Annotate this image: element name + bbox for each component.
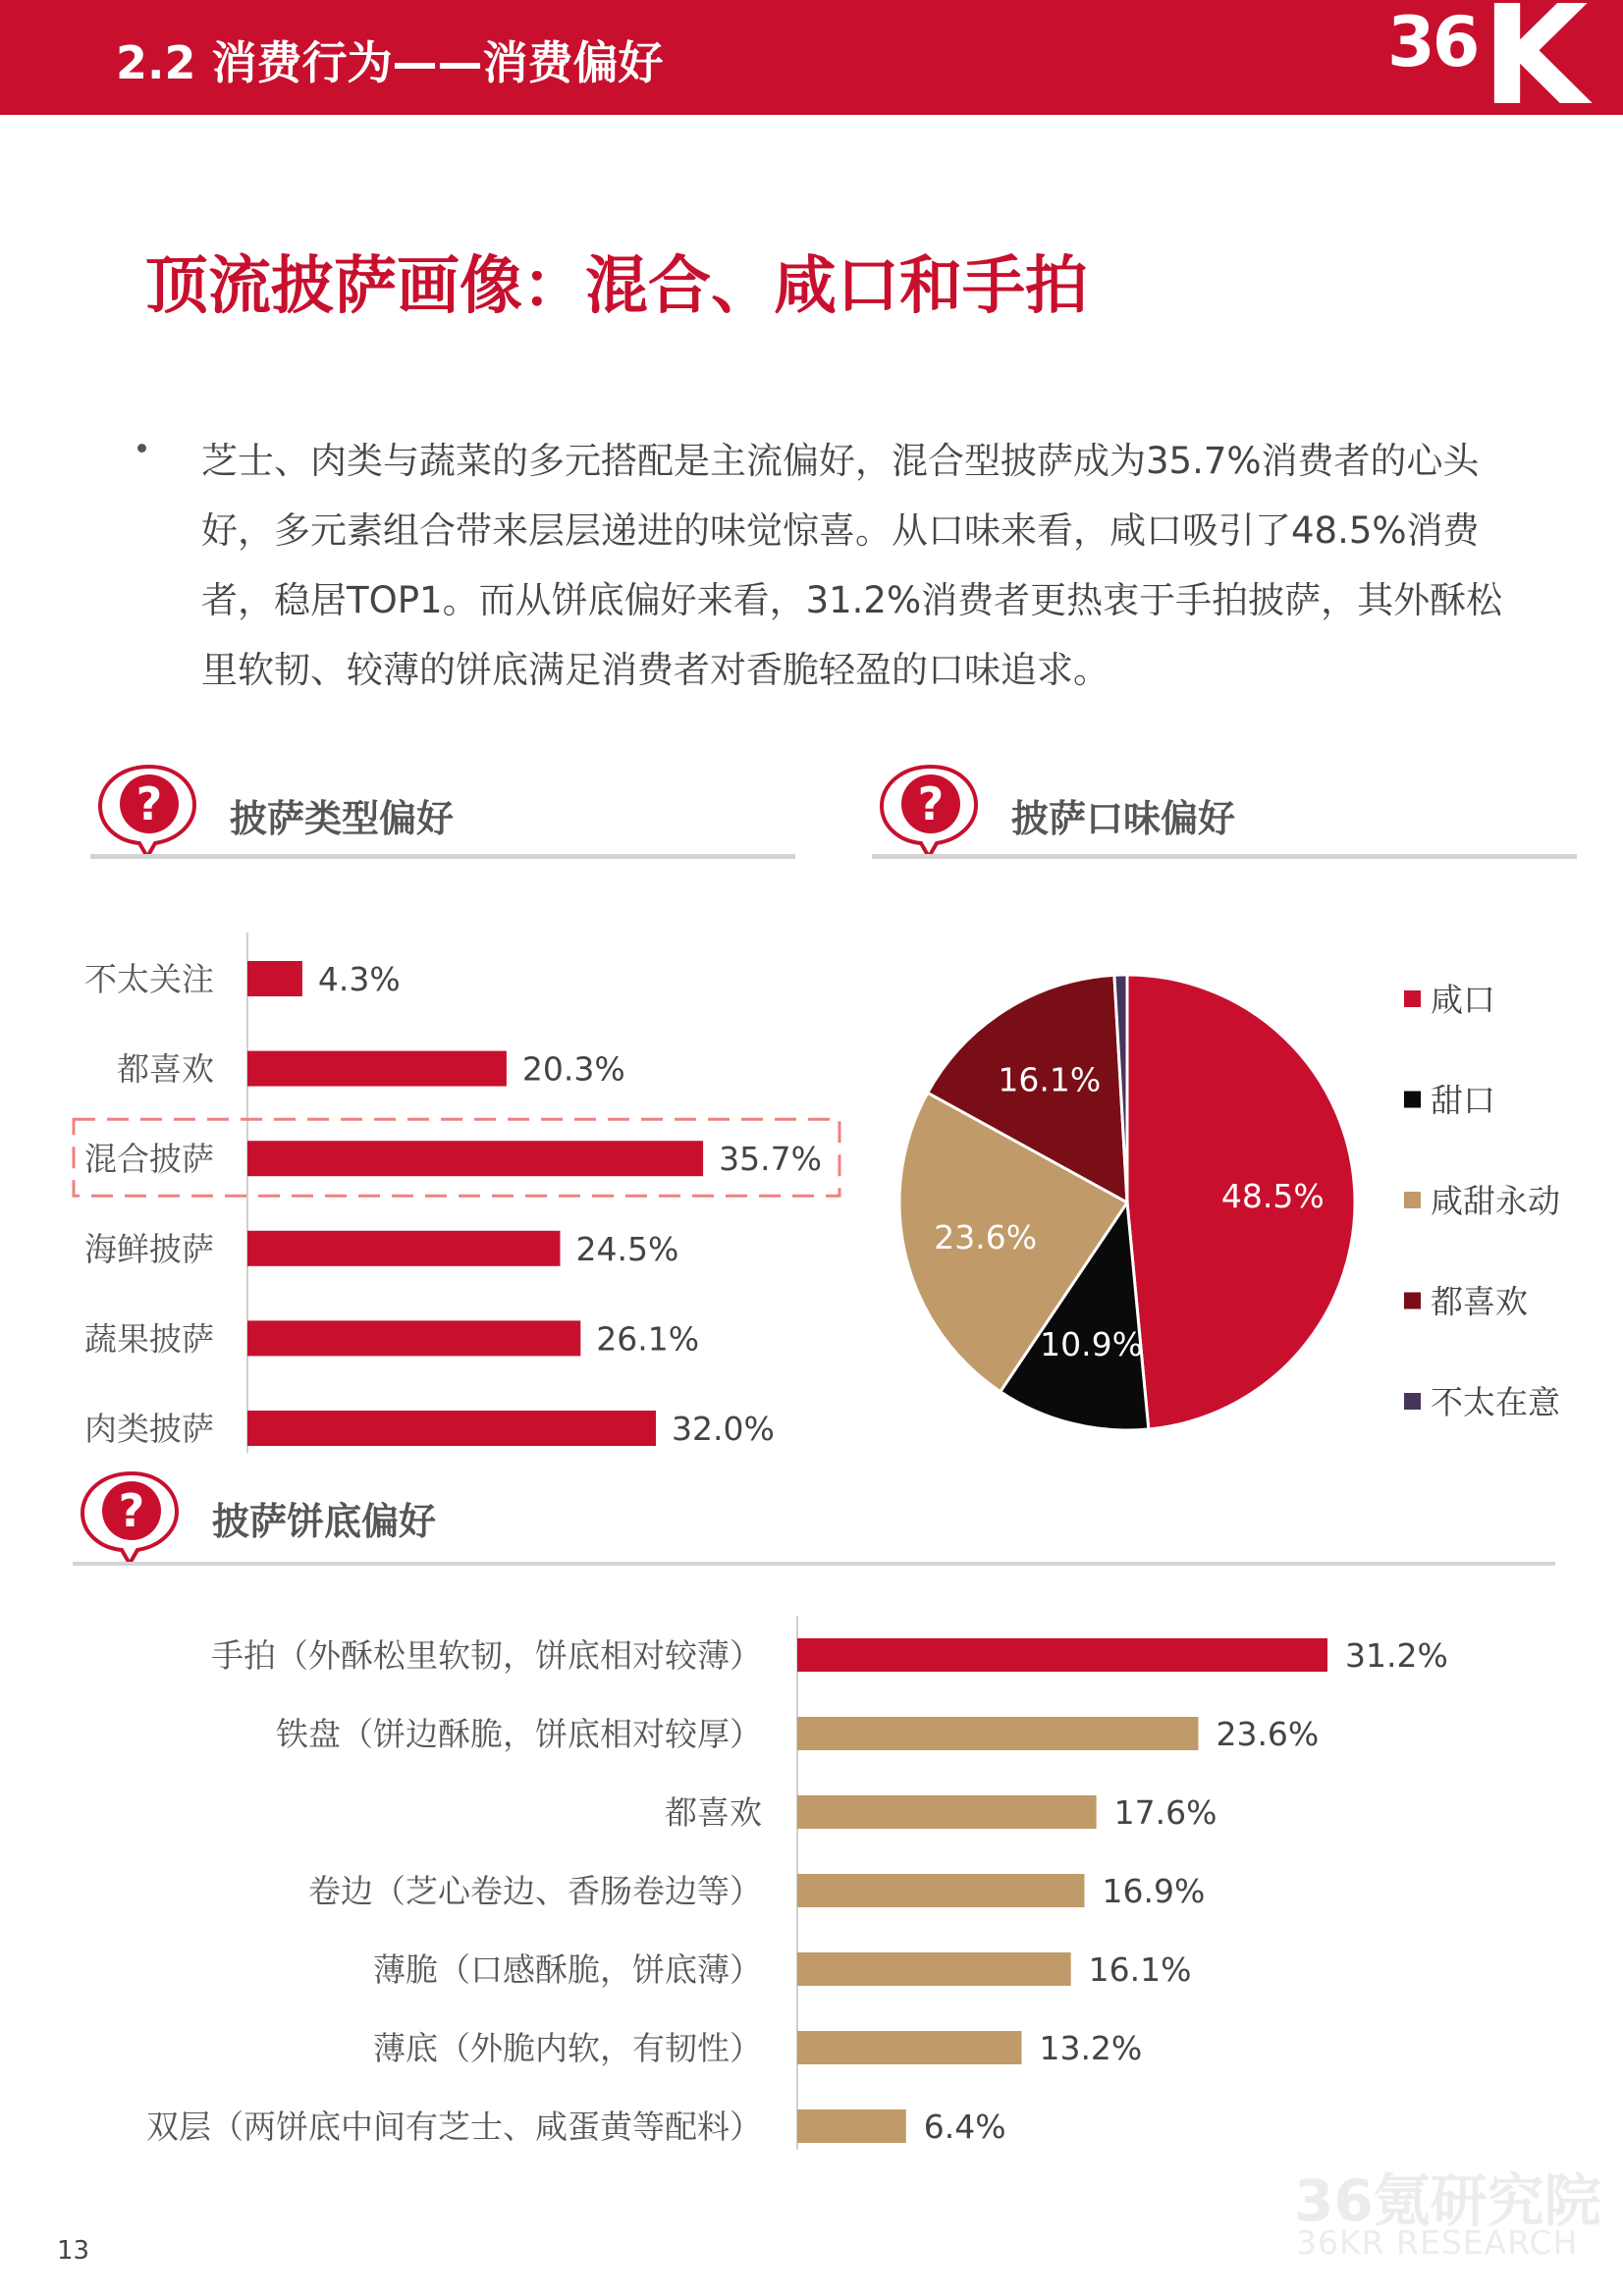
legend-swatch bbox=[1404, 1092, 1421, 1108]
section-rule bbox=[90, 854, 795, 859]
category-label: 铁盘（饼边酥脆，饼底相对较厚） bbox=[276, 1715, 762, 1753]
value-label: 26.1% bbox=[596, 1319, 700, 1359]
bar bbox=[797, 2031, 1021, 2064]
header-bar bbox=[0, 0, 1623, 115]
bar bbox=[247, 1231, 561, 1266]
category-label: 都喜欢 bbox=[665, 1793, 762, 1832]
legend-label: 咸口 bbox=[1431, 981, 1495, 1019]
pizza-crust-bar-chart bbox=[0, 1600, 1623, 2160]
brand-logo-36: 36 bbox=[1387, 2, 1478, 82]
value-label: 20.3% bbox=[521, 1049, 625, 1089]
value-label: 17.6% bbox=[1113, 1793, 1217, 1832]
category-label: 卷边（芝心卷边、香肠卷边等） bbox=[308, 1872, 762, 1910]
value-label: 32.0% bbox=[672, 1410, 775, 1448]
category-label: 薄脆（口感酥脆，饼底薄） bbox=[373, 1950, 762, 1989]
summary-paragraph: 芝士、肉类与蔬菜的多元搭配是主流偏好，混合型披萨成为35.7%消费者的心头好，多元素组合带来层层递进的味觉惊喜。从口味来看，咸口吸引了48.5%消费者，稳居TOP1。而从饼底偏好来看，31.2%消费者更热衷于手拍披萨，其外酥松里软韧、较薄的饼底满足消费者对香脆轻盈的口味追求。 bbox=[201, 440, 1503, 691]
slice-label: 10.9% bbox=[1040, 1324, 1143, 1363]
category-label: 混合披萨 bbox=[84, 1140, 214, 1179]
question-bubble-icon bbox=[73, 1468, 181, 1566]
svg-text:?: ? bbox=[118, 1484, 145, 1537]
section-title-type: 披萨类型偏好 bbox=[230, 797, 455, 840]
category-label: 肉类披萨 bbox=[84, 1410, 214, 1448]
bar bbox=[797, 1717, 1198, 1750]
category-label: 双层（两饼底中间有芝士、咸蛋黄等配料） bbox=[146, 2108, 762, 2146]
legend-label: 咸甜永动 bbox=[1431, 1182, 1560, 1220]
legend-swatch bbox=[1404, 1393, 1421, 1410]
section-rule bbox=[73, 1562, 1555, 1566]
bullet-dot bbox=[137, 444, 146, 453]
category-label: 海鲜披萨 bbox=[84, 1229, 214, 1268]
legend-swatch bbox=[1404, 990, 1421, 1007]
category-label: 不太关注 bbox=[84, 960, 214, 998]
pizza-type-bar-chart bbox=[0, 913, 864, 1463]
bar bbox=[247, 1141, 703, 1176]
section-title: 2.2 消费行为——消费偏好 bbox=[116, 36, 664, 89]
legend-label: 甜口 bbox=[1431, 1081, 1495, 1120]
svg-text:?: ? bbox=[135, 777, 163, 830]
category-label: 都喜欢 bbox=[117, 1049, 214, 1089]
legend-swatch bbox=[1404, 1293, 1421, 1309]
slice-label: 23.6% bbox=[934, 1218, 1038, 1257]
bar bbox=[797, 1638, 1327, 1672]
bar bbox=[797, 1874, 1085, 1907]
page-number: 13 bbox=[57, 2236, 90, 2266]
bar bbox=[247, 961, 302, 996]
bar bbox=[247, 1411, 656, 1446]
legend-label: 都喜欢 bbox=[1431, 1282, 1528, 1321]
watermark-cn: 36氪研究院 bbox=[1294, 2167, 1601, 2234]
watermark-en: 36KR RESEARCH bbox=[1296, 2223, 1579, 2262]
value-label: 16.1% bbox=[1088, 1950, 1192, 1989]
section-rule bbox=[872, 854, 1577, 859]
value-label: 16.9% bbox=[1102, 1872, 1206, 1910]
slice-label: 16.1% bbox=[998, 1060, 1102, 1099]
section-head-crust bbox=[73, 1468, 1555, 1566]
bar bbox=[247, 1051, 507, 1087]
question-bubble-icon bbox=[872, 761, 980, 859]
category-label: 手拍（外酥松里软韧，饼底相对较薄） bbox=[211, 1636, 762, 1675]
value-label: 35.7% bbox=[719, 1140, 822, 1179]
legend-swatch bbox=[1404, 1192, 1421, 1208]
brand-logo-k: K bbox=[1482, 0, 1589, 115]
value-label: 24.5% bbox=[575, 1229, 679, 1268]
value-label: 31.2% bbox=[1345, 1636, 1448, 1675]
bar bbox=[797, 1795, 1097, 1829]
pizza-flavor-pie-chart bbox=[864, 942, 1623, 1453]
section-head-flavor bbox=[872, 761, 1579, 859]
bar bbox=[797, 1952, 1071, 1986]
page-headline: 顶流披萨画像：混合、咸口和手拍 bbox=[145, 250, 1088, 323]
question-bubble-icon bbox=[90, 761, 198, 859]
brand-logo bbox=[1387, 0, 1623, 115]
section-title-crust: 披萨饼底偏好 bbox=[212, 1500, 437, 1543]
value-label: 13.2% bbox=[1039, 2029, 1143, 2067]
section-head-type bbox=[90, 761, 797, 859]
legend-label: 不太在意 bbox=[1431, 1383, 1560, 1421]
value-label: 6.4% bbox=[923, 2108, 1006, 2146]
value-label: 4.3% bbox=[317, 960, 401, 998]
value-label: 23.6% bbox=[1216, 1715, 1320, 1753]
slice-label: 48.5% bbox=[1220, 1177, 1325, 1216]
bar bbox=[797, 2109, 906, 2143]
section-title-flavor: 披萨口味偏好 bbox=[1011, 797, 1236, 840]
category-label: 薄底（外脆内软，有韧性） bbox=[373, 2029, 762, 2067]
bar bbox=[247, 1320, 580, 1356]
svg-text:?: ? bbox=[917, 777, 945, 830]
category-label: 蔬果披萨 bbox=[84, 1319, 214, 1359]
